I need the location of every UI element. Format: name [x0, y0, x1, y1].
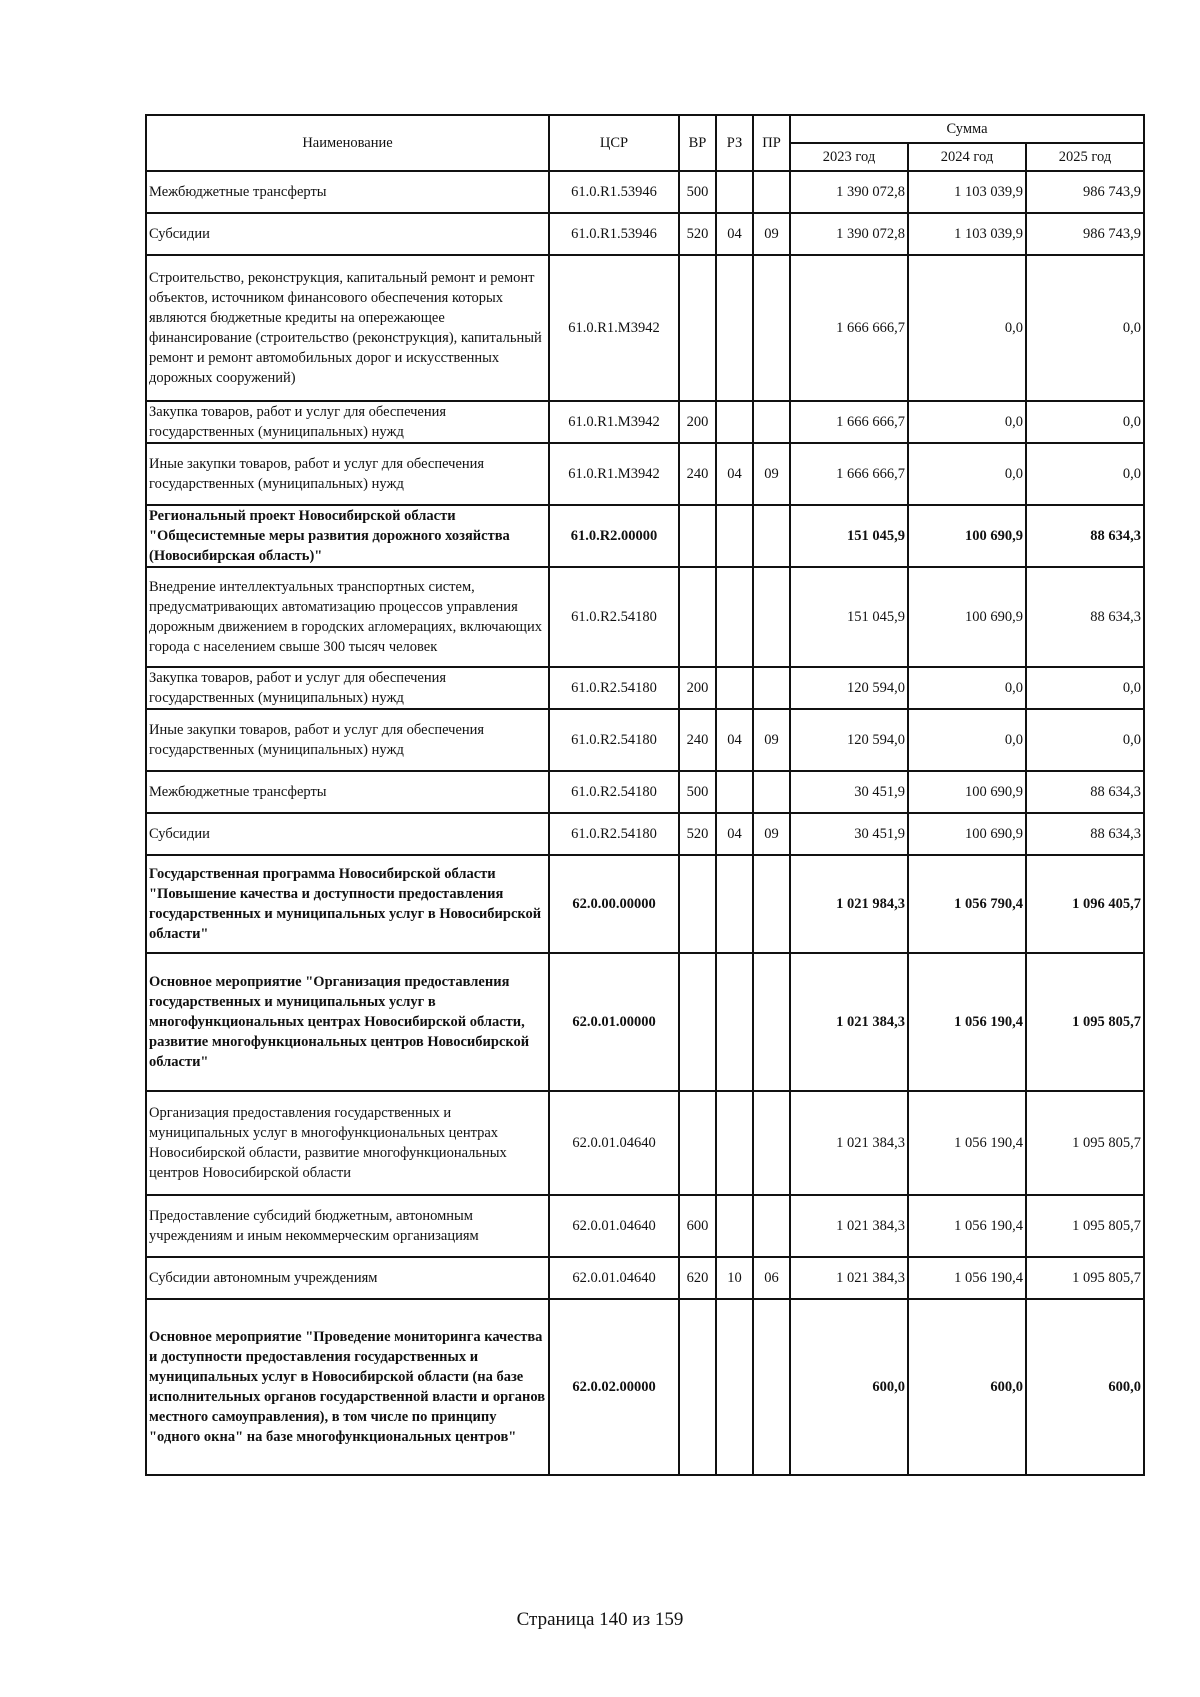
row-sum-2023: 600,0	[790, 1299, 908, 1475]
row-sum-2025: 88 634,3	[1026, 505, 1144, 567]
table-row	[146, 171, 1144, 213]
table-row	[146, 1091, 1144, 1195]
row-pr	[753, 401, 790, 443]
header-rz: РЗ	[716, 115, 753, 171]
row-name: Иные закупки товаров, работ и услуг для обеспечения государственных (муниципальных) нужд	[146, 443, 549, 505]
row-sum-2023: 1 666 666,7	[790, 401, 908, 443]
row-rz	[716, 505, 753, 567]
table-row	[146, 213, 1144, 255]
row-sum-2023: 1 021 984,3	[790, 855, 908, 953]
row-sum-2024: 0,0	[908, 709, 1026, 771]
row-sum-2024: 1 056 190,4	[908, 953, 1026, 1091]
row-pr: 09	[753, 213, 790, 255]
row-vr	[679, 255, 716, 401]
row-sum-2025: 0,0	[1026, 443, 1144, 505]
row-name: Государственная программа Новосибирской области "Повышение качества и доступности предоставления государственных и муниципальных услуг в Новосибирской области"	[146, 855, 549, 953]
row-csr: 62.0.01.00000	[549, 953, 679, 1091]
row-sum-2025: 1 096 405,7	[1026, 855, 1144, 953]
row-sum-2023: 1 390 072,8	[790, 171, 908, 213]
row-csr: 61.0.R2.54180	[549, 667, 679, 709]
row-pr	[753, 855, 790, 953]
header-year-2025: 2025 год	[1026, 143, 1144, 171]
header-csr: ЦСР	[549, 115, 679, 171]
page-number: Страница 140 из 159	[516, 1609, 684, 1630]
row-vr: 500	[679, 771, 716, 813]
row-name: Строительство, реконструкция, капитальный ремонт и ремонт объектов, источником финансового обеспечения которых являются бюджетные кредиты на опережающее финансирование (строительство (реконструкция), капитальный ремонт и ремонт автомобильных дорог и искусственных дорожных сооружений)	[146, 255, 549, 401]
row-sum-2025: 0,0	[1026, 667, 1144, 709]
row-csr: 62.0.01.04640	[549, 1257, 679, 1299]
row-csr: 62.0.00.00000	[549, 855, 679, 953]
row-sum-2025: 986 743,9	[1026, 213, 1144, 255]
row-name: Основное мероприятие "Проведение мониторинга качества и доступности предоставления государственных и муниципальных услуг в Новосибирской области (на базе исполнительных органов государственной власти и органов местного самоуправления), в том числе по принципу "одного окна" на базе многофункциональных центров"	[146, 1299, 549, 1475]
row-sum-2024: 100 690,9	[908, 505, 1026, 567]
row-name: Иные закупки товаров, работ и услуг для обеспечения государственных (муниципальных) нужд	[146, 709, 549, 771]
row-pr	[753, 171, 790, 213]
row-sum-2024: 100 690,9	[908, 771, 1026, 813]
header-year-2023: 2023 год	[790, 143, 908, 171]
row-name: Основное мероприятие "Организация предоставления государственных и муниципальных услуг в многофункциональных центрах Новосибирской области, развитие многофункциональных центров Новосибирской области"	[146, 953, 549, 1091]
row-pr	[753, 255, 790, 401]
table-row	[146, 443, 1144, 505]
table-row	[146, 813, 1144, 855]
table-row	[146, 1299, 1144, 1475]
row-vr	[679, 953, 716, 1091]
row-sum-2025: 88 634,3	[1026, 771, 1144, 813]
row-vr: 620	[679, 1257, 716, 1299]
row-sum-2024: 100 690,9	[908, 813, 1026, 855]
table-row	[146, 1195, 1144, 1257]
row-pr	[753, 667, 790, 709]
row-name: Региональный проект Новосибирской области "Общесистемные меры развития дорожного хозяйства (Новосибирская область)"	[146, 505, 549, 567]
row-pr: 09	[753, 813, 790, 855]
row-csr: 61.0.R1.M3942	[549, 255, 679, 401]
row-csr: 61.0.R1.53946	[549, 213, 679, 255]
header-name: Наименование	[146, 115, 549, 171]
row-rz: 04	[716, 213, 753, 255]
row-csr: 61.0.R1.M3942	[549, 443, 679, 505]
table-row	[146, 567, 1144, 667]
row-name: Субсидии	[146, 213, 549, 255]
row-sum-2025: 600,0	[1026, 1299, 1144, 1475]
row-sum-2023: 120 594,0	[790, 667, 908, 709]
row-pr	[753, 505, 790, 567]
row-sum-2025: 88 634,3	[1026, 567, 1144, 667]
row-csr: 62.0.01.04640	[549, 1195, 679, 1257]
row-vr	[679, 855, 716, 953]
row-csr: 61.0.R2.54180	[549, 709, 679, 771]
row-rz	[716, 855, 753, 953]
row-rz: 04	[716, 443, 753, 505]
table-row	[146, 255, 1144, 401]
row-sum-2023: 1 021 384,3	[790, 1257, 908, 1299]
row-vr: 600	[679, 1195, 716, 1257]
row-name: Закупка товаров, работ и услуг для обеспечения государственных (муниципальных) нужд	[146, 401, 549, 443]
row-csr: 61.0.R2.54180	[549, 813, 679, 855]
row-pr	[753, 1195, 790, 1257]
row-sum-2024: 1 056 190,4	[908, 1195, 1026, 1257]
row-name: Закупка товаров, работ и услуг для обеспечения государственных (муниципальных) нужд	[146, 667, 549, 709]
row-rz	[716, 1091, 753, 1195]
row-sum-2025: 1 095 805,7	[1026, 1195, 1144, 1257]
row-sum-2025: 0,0	[1026, 255, 1144, 401]
table-row	[146, 1257, 1144, 1299]
row-name: Организация предоставления государственных и муниципальных услуг в многофункциональных центрах Новосибирской области, развитие многофункциональных центров Новосибирской области	[146, 1091, 549, 1195]
row-vr	[679, 1299, 716, 1475]
table-row	[146, 667, 1144, 709]
row-pr: 09	[753, 709, 790, 771]
header-year-2024: 2024 год	[908, 143, 1026, 171]
table-row	[146, 709, 1144, 771]
table-row	[146, 953, 1144, 1091]
row-sum-2023: 120 594,0	[790, 709, 908, 771]
row-sum-2023: 151 045,9	[790, 567, 908, 667]
row-sum-2025: 88 634,3	[1026, 813, 1144, 855]
row-sum-2024: 0,0	[908, 255, 1026, 401]
row-rz	[716, 771, 753, 813]
row-sum-2024: 0,0	[908, 401, 1026, 443]
row-sum-2025: 986 743,9	[1026, 171, 1144, 213]
row-csr: 61.0.R2.54180	[549, 771, 679, 813]
row-rz	[716, 567, 753, 667]
row-vr	[679, 567, 716, 667]
table-row	[146, 771, 1144, 813]
row-rz	[716, 1195, 753, 1257]
row-sum-2024: 0,0	[908, 667, 1026, 709]
row-sum-2024: 600,0	[908, 1299, 1026, 1475]
row-rz	[716, 1299, 753, 1475]
budget-table	[145, 114, 1145, 1476]
row-vr: 520	[679, 213, 716, 255]
row-sum-2023: 1 390 072,8	[790, 213, 908, 255]
header-pr: ПР	[753, 115, 790, 171]
row-rz	[716, 953, 753, 1091]
row-vr	[679, 505, 716, 567]
row-rz: 04	[716, 813, 753, 855]
row-sum-2025: 1 095 805,7	[1026, 1257, 1144, 1299]
table-row	[146, 855, 1144, 953]
row-rz	[716, 667, 753, 709]
row-name: Предоставление субсидий бюджетным, автономным учреждениям и иным некоммерческим организациям	[146, 1195, 549, 1257]
header-vr: ВР	[679, 115, 716, 171]
row-name: Субсидии автономным учреждениям	[146, 1257, 549, 1299]
row-pr	[753, 567, 790, 667]
row-sum-2024: 100 690,9	[908, 567, 1026, 667]
row-sum-2024: 1 103 039,9	[908, 213, 1026, 255]
row-sum-2023: 1 666 666,7	[790, 443, 908, 505]
row-sum-2023: 1 666 666,7	[790, 255, 908, 401]
row-rz	[716, 255, 753, 401]
row-vr: 200	[679, 667, 716, 709]
row-sum-2024: 1 056 190,4	[908, 1257, 1026, 1299]
row-csr: 61.0.R2.54180	[549, 567, 679, 667]
row-pr: 09	[753, 443, 790, 505]
row-vr	[679, 1091, 716, 1195]
row-sum-2024: 1 056 790,4	[908, 855, 1026, 953]
row-sum-2024: 1 103 039,9	[908, 171, 1026, 213]
row-sum-2024: 1 056 190,4	[908, 1091, 1026, 1195]
row-sum-2023: 1 021 384,3	[790, 953, 908, 1091]
table-row	[146, 505, 1144, 567]
row-csr: 62.0.01.04640	[549, 1091, 679, 1195]
row-rz: 10	[716, 1257, 753, 1299]
row-sum-2023: 30 451,9	[790, 771, 908, 813]
row-sum-2025: 1 095 805,7	[1026, 1091, 1144, 1195]
row-csr: 61.0.R1.53946	[549, 171, 679, 213]
row-rz: 04	[716, 709, 753, 771]
row-vr: 200	[679, 401, 716, 443]
row-sum-2023: 1 021 384,3	[790, 1195, 908, 1257]
row-rz	[716, 401, 753, 443]
row-vr: 500	[679, 171, 716, 213]
row-csr: 61.0.R1.M3942	[549, 401, 679, 443]
row-csr: 61.0.R2.00000	[549, 505, 679, 567]
row-sum-2023: 1 021 384,3	[790, 1091, 908, 1195]
row-name: Межбюджетные трансферты	[146, 771, 549, 813]
row-pr	[753, 1091, 790, 1195]
row-pr	[753, 953, 790, 1091]
row-csr: 62.0.02.00000	[549, 1299, 679, 1475]
row-name: Внедрение интеллектуальных транспортных систем, предусматривающих автоматизацию процессов управления дорожным движением в городских агломерациях, включающих города с населением свыше 300 тысяч человек	[146, 567, 549, 667]
row-sum-2025: 1 095 805,7	[1026, 953, 1144, 1091]
row-rz	[716, 171, 753, 213]
table-row	[146, 401, 1144, 443]
row-name: Субсидии	[146, 813, 549, 855]
row-vr: 240	[679, 709, 716, 771]
row-vr: 520	[679, 813, 716, 855]
row-sum-2023: 30 451,9	[790, 813, 908, 855]
row-sum-2025: 0,0	[1026, 401, 1144, 443]
header-sum: Сумма	[790, 115, 1144, 143]
row-sum-2024: 0,0	[908, 443, 1026, 505]
row-name: Межбюджетные трансферты	[146, 171, 549, 213]
row-pr: 06	[753, 1257, 790, 1299]
row-vr: 240	[679, 443, 716, 505]
row-pr	[753, 771, 790, 813]
row-sum-2025: 0,0	[1026, 709, 1144, 771]
row-pr	[753, 1299, 790, 1475]
row-sum-2023: 151 045,9	[790, 505, 908, 567]
